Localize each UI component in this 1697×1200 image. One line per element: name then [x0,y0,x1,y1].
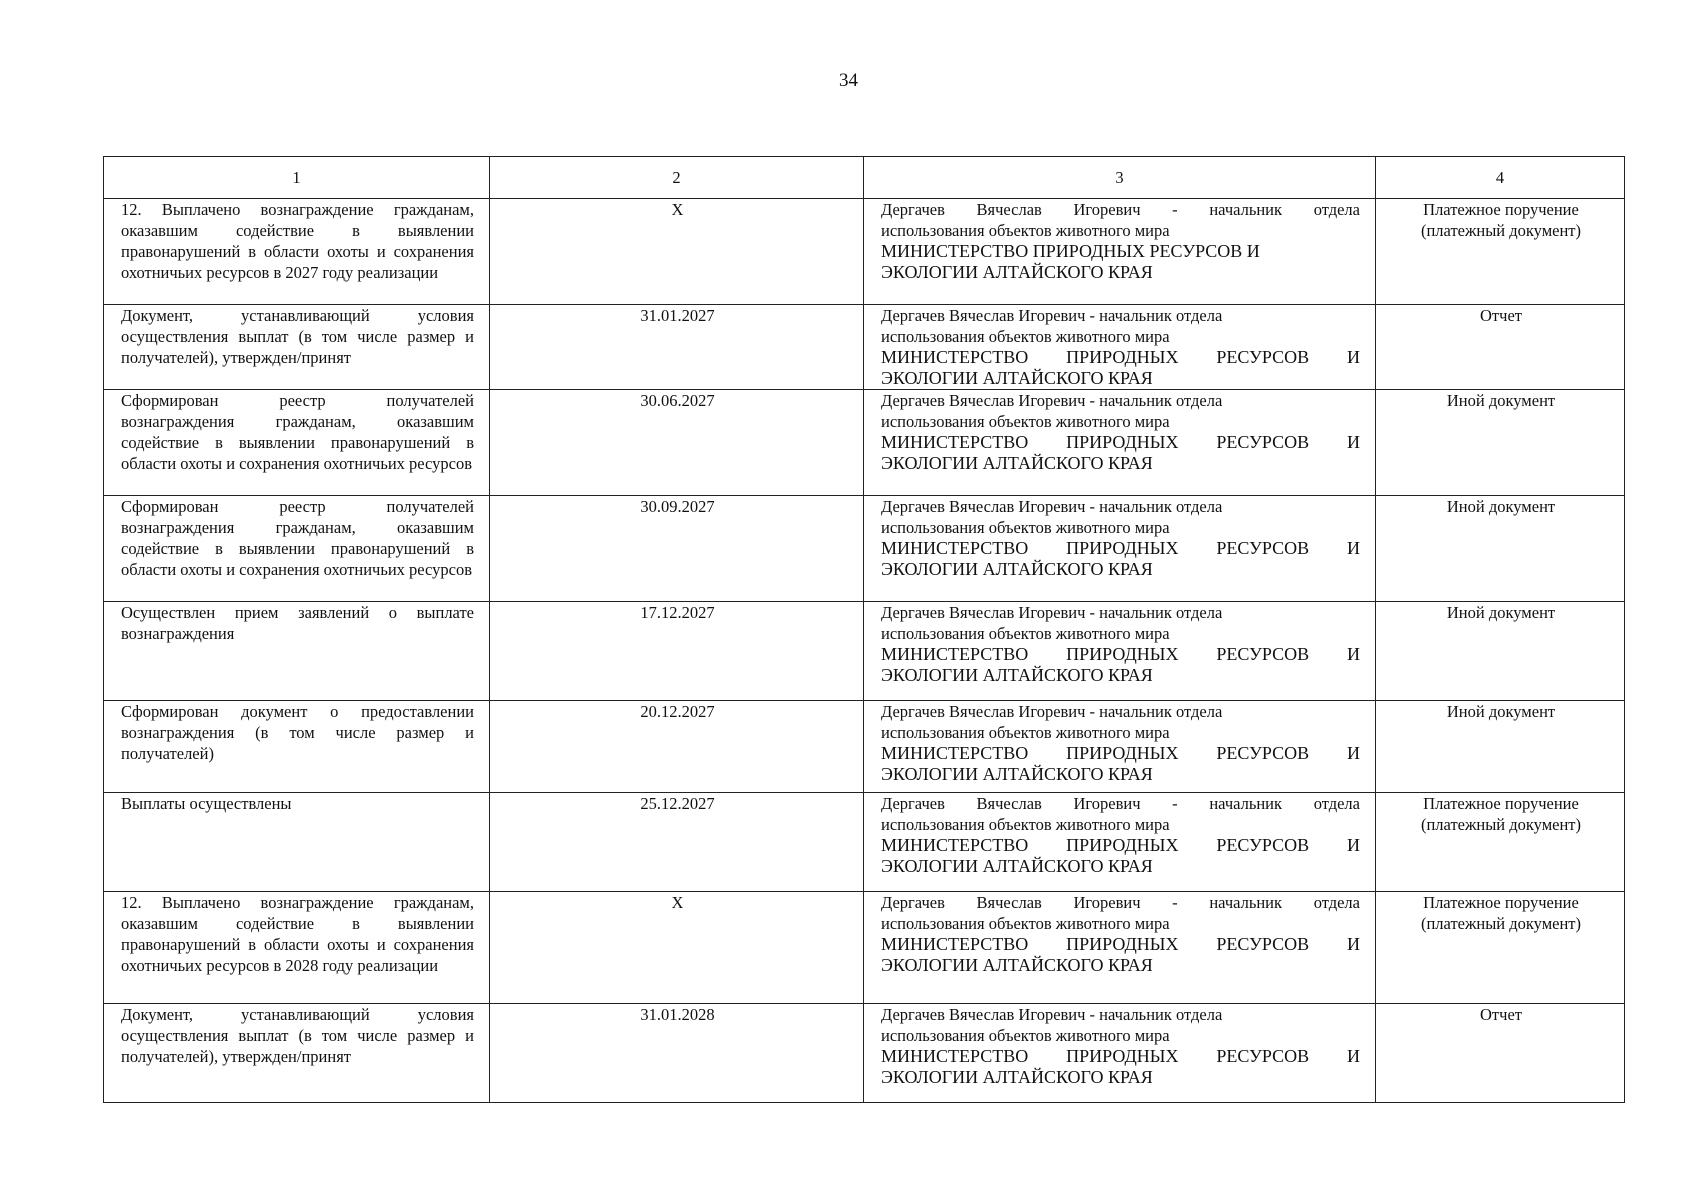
table-row [104,701,1625,793]
responsible-department: использования объектов животного мира [881,624,1170,643]
control-point-date: 31.01.2028 [490,1004,864,1103]
responsible-person: Дергачев Вячеслав Игоревич - начальник отдела [881,794,1360,813]
responsible-person: Дергачев Вячеслав Игоревич - начальник отдела [881,702,1223,721]
table-row [104,305,1625,390]
document-type: Платежное поручение (платежный документ) [1376,892,1625,1004]
responsible-cell [864,701,1376,793]
control-point-date: 30.06.2027 [490,390,864,496]
control-point-name: Сформирован документ о предоставлении вознаграждения (в том числе размер и получателей) [104,701,490,793]
table-row [104,1004,1625,1103]
control-point-date: X [490,199,864,305]
responsible-org-line-1: МИНИСТЕРСТВО ПРИРОДНЫХ РЕСУРСОВ И [881,743,1360,763]
control-point-date: 31.01.2027 [490,305,864,390]
responsible-department: использования объектов животного мира [881,327,1170,346]
control-point-name: Осуществлен прием заявлений о выплате вознаграждения [104,602,490,701]
responsible-org-line-2: ЭКОЛОГИИ АЛТАЙСКОГО КРАЯ [881,368,1153,388]
control-point-name: Сформирован реестр получателей вознаграждения гражданам, оказавшим содействие в выявлении правонарушений в области охоты и сохранения охотничьих ресурсов [104,390,490,496]
control-point-name: 12. Выплачено вознаграждение гражданам, оказавшим содействие в выявлении правонарушений в области охоты и сохранения охотничьих ресурсов в 2027 году реализации [104,199,490,305]
responsible-department: использования объектов животного мира [881,723,1170,742]
table-row [104,496,1625,602]
responsible-person: Дергачев Вячеслав Игоревич - начальник отдела [881,200,1360,219]
responsible-person: Дергачев Вячеслав Игоревич - начальник отдела [881,391,1223,410]
control-point-name: Сформирован реестр получателей вознаграждения гражданам, оказавшим содействие в выявлении правонарушений в области охоты и сохранения охотничьих ресурсов [104,496,490,602]
responsible-person: Дергачев Вячеслав Игоревич - начальник отдела [881,603,1223,622]
responsible-department: использования объектов животного мира [881,815,1170,834]
control-point-date: 17.12.2027 [490,602,864,701]
responsible-cell [864,496,1376,602]
document-type: Платежное поручение (платежный документ) [1376,199,1625,305]
responsible-cell [864,305,1376,390]
table-row [104,390,1625,496]
responsible-org-line-1: МИНИСТЕРСТВО ПРИРОДНЫХ РЕСУРСОВ И [881,644,1360,664]
document-type: Платежное поручение (платежный документ) [1376,793,1625,892]
responsible-org-line-2: ЭКОЛОГИИ АЛТАЙСКОГО КРАЯ [881,955,1153,975]
document-type: Отчет [1376,305,1625,390]
responsible-org-line-1: МИНИСТЕРСТВО ПРИРОДНЫХ РЕСУРСОВ И [881,934,1360,954]
responsible-cell [864,892,1376,1004]
responsible-department: использования объектов животного мира [881,221,1170,240]
table-row [104,793,1625,892]
responsible-org-line-2: ЭКОЛОГИИ АЛТАЙСКОГО КРАЯ [881,262,1153,282]
control-point-date: 25.12.2027 [490,793,864,892]
responsible-org-line-1: МИНИСТЕРСТВО ПРИРОДНЫХ РЕСУРСОВ И [881,347,1360,367]
document-type: Иной документ [1376,496,1625,602]
column-header-1: 1 [104,157,490,199]
responsible-org-line-2: ЭКОЛОГИИ АЛТАЙСКОГО КРАЯ [881,453,1153,473]
responsible-department: использования объектов животного мира [881,914,1170,933]
control-point-name: 12. Выплачено вознаграждение гражданам, оказавшим содействие в выявлении правонарушений в области охоты и сохранения охотничьих ресурсов в 2028 году реализации [104,892,490,1004]
responsible-org-line-1: МИНИСТЕРСТВО ПРИРОДНЫХ РЕСУРСОВ И [881,538,1360,558]
responsible-org-line-2: ЭКОЛОГИИ АЛТАЙСКОГО КРАЯ [881,1067,1153,1087]
control-point-name: Документ, устанавливающий условия осуществления выплат (в том числе размер и получателей), утвержден/принят [104,305,490,390]
responsible-org-line-1: МИНИСТЕРСТВО ПРИРОДНЫХ РЕСУРСОВ И [881,1046,1360,1066]
responsible-org-line-2: ЭКОЛОГИИ АЛТАЙСКОГО КРАЯ [881,856,1153,876]
responsible-person: Дергачев Вячеслав Игоревич - начальник отдела [881,497,1223,516]
responsible-department: использования объектов животного мира [881,1026,1170,1045]
document-type: Иной документ [1376,602,1625,701]
table-row [104,602,1625,701]
document-type: Иной документ [1376,390,1625,496]
control-point-name: Выплаты осуществлены [104,793,490,892]
responsible-org-line-2: ЭКОЛОГИИ АЛТАЙСКОГО КРАЯ [881,764,1153,784]
responsible-cell [864,1004,1376,1103]
plan-table [103,156,1625,1103]
control-point-date: 20.12.2027 [490,701,864,793]
responsible-department: использования объектов животного мира [881,412,1170,431]
column-header-3: 3 [864,157,1376,199]
responsible-cell [864,602,1376,701]
table-row [104,199,1625,305]
control-point-name: Документ, устанавливающий условия осуществления выплат (в том числе размер и получателей), утвержден/принят [104,1004,490,1103]
responsible-cell [864,793,1376,892]
control-point-date: 30.09.2027 [490,496,864,602]
responsible-person: Дергачев Вячеслав Игоревич - начальник отдела [881,893,1360,912]
control-point-date: X [490,892,864,1004]
document-type: Иной документ [1376,701,1625,793]
responsible-cell [864,390,1376,496]
column-header-4: 4 [1376,157,1625,199]
responsible-person: Дергачев Вячеслав Игоревич - начальник отдела [881,1005,1223,1024]
responsible-org-line-2: ЭКОЛОГИИ АЛТАЙСКОГО КРАЯ [881,665,1153,685]
responsible-person: Дергачев Вячеслав Игоревич - начальник отдела [881,306,1223,325]
responsible-department: использования объектов животного мира [881,518,1170,537]
responsible-cell [864,199,1376,305]
responsible-org-line-2: ЭКОЛОГИИ АЛТАЙСКОГО КРАЯ [881,559,1153,579]
document-type: Отчет [1376,1004,1625,1103]
responsible-org-line-1: МИНИСТЕРСТВО ПРИРОДНЫХ РЕСУРСОВ И [881,432,1360,452]
table-row [104,892,1625,1004]
column-header-2: 2 [490,157,864,199]
page-number: 34 [839,70,858,91]
responsible-org-line-1: МИНИСТЕРСТВО ПРИРОДНЫХ РЕСУРСОВ И [881,835,1360,855]
header-row [104,157,1625,199]
responsible-org-line-1: МИНИСТЕРСТВО ПРИРОДНЫХ РЕСУРСОВ И [881,241,1260,261]
